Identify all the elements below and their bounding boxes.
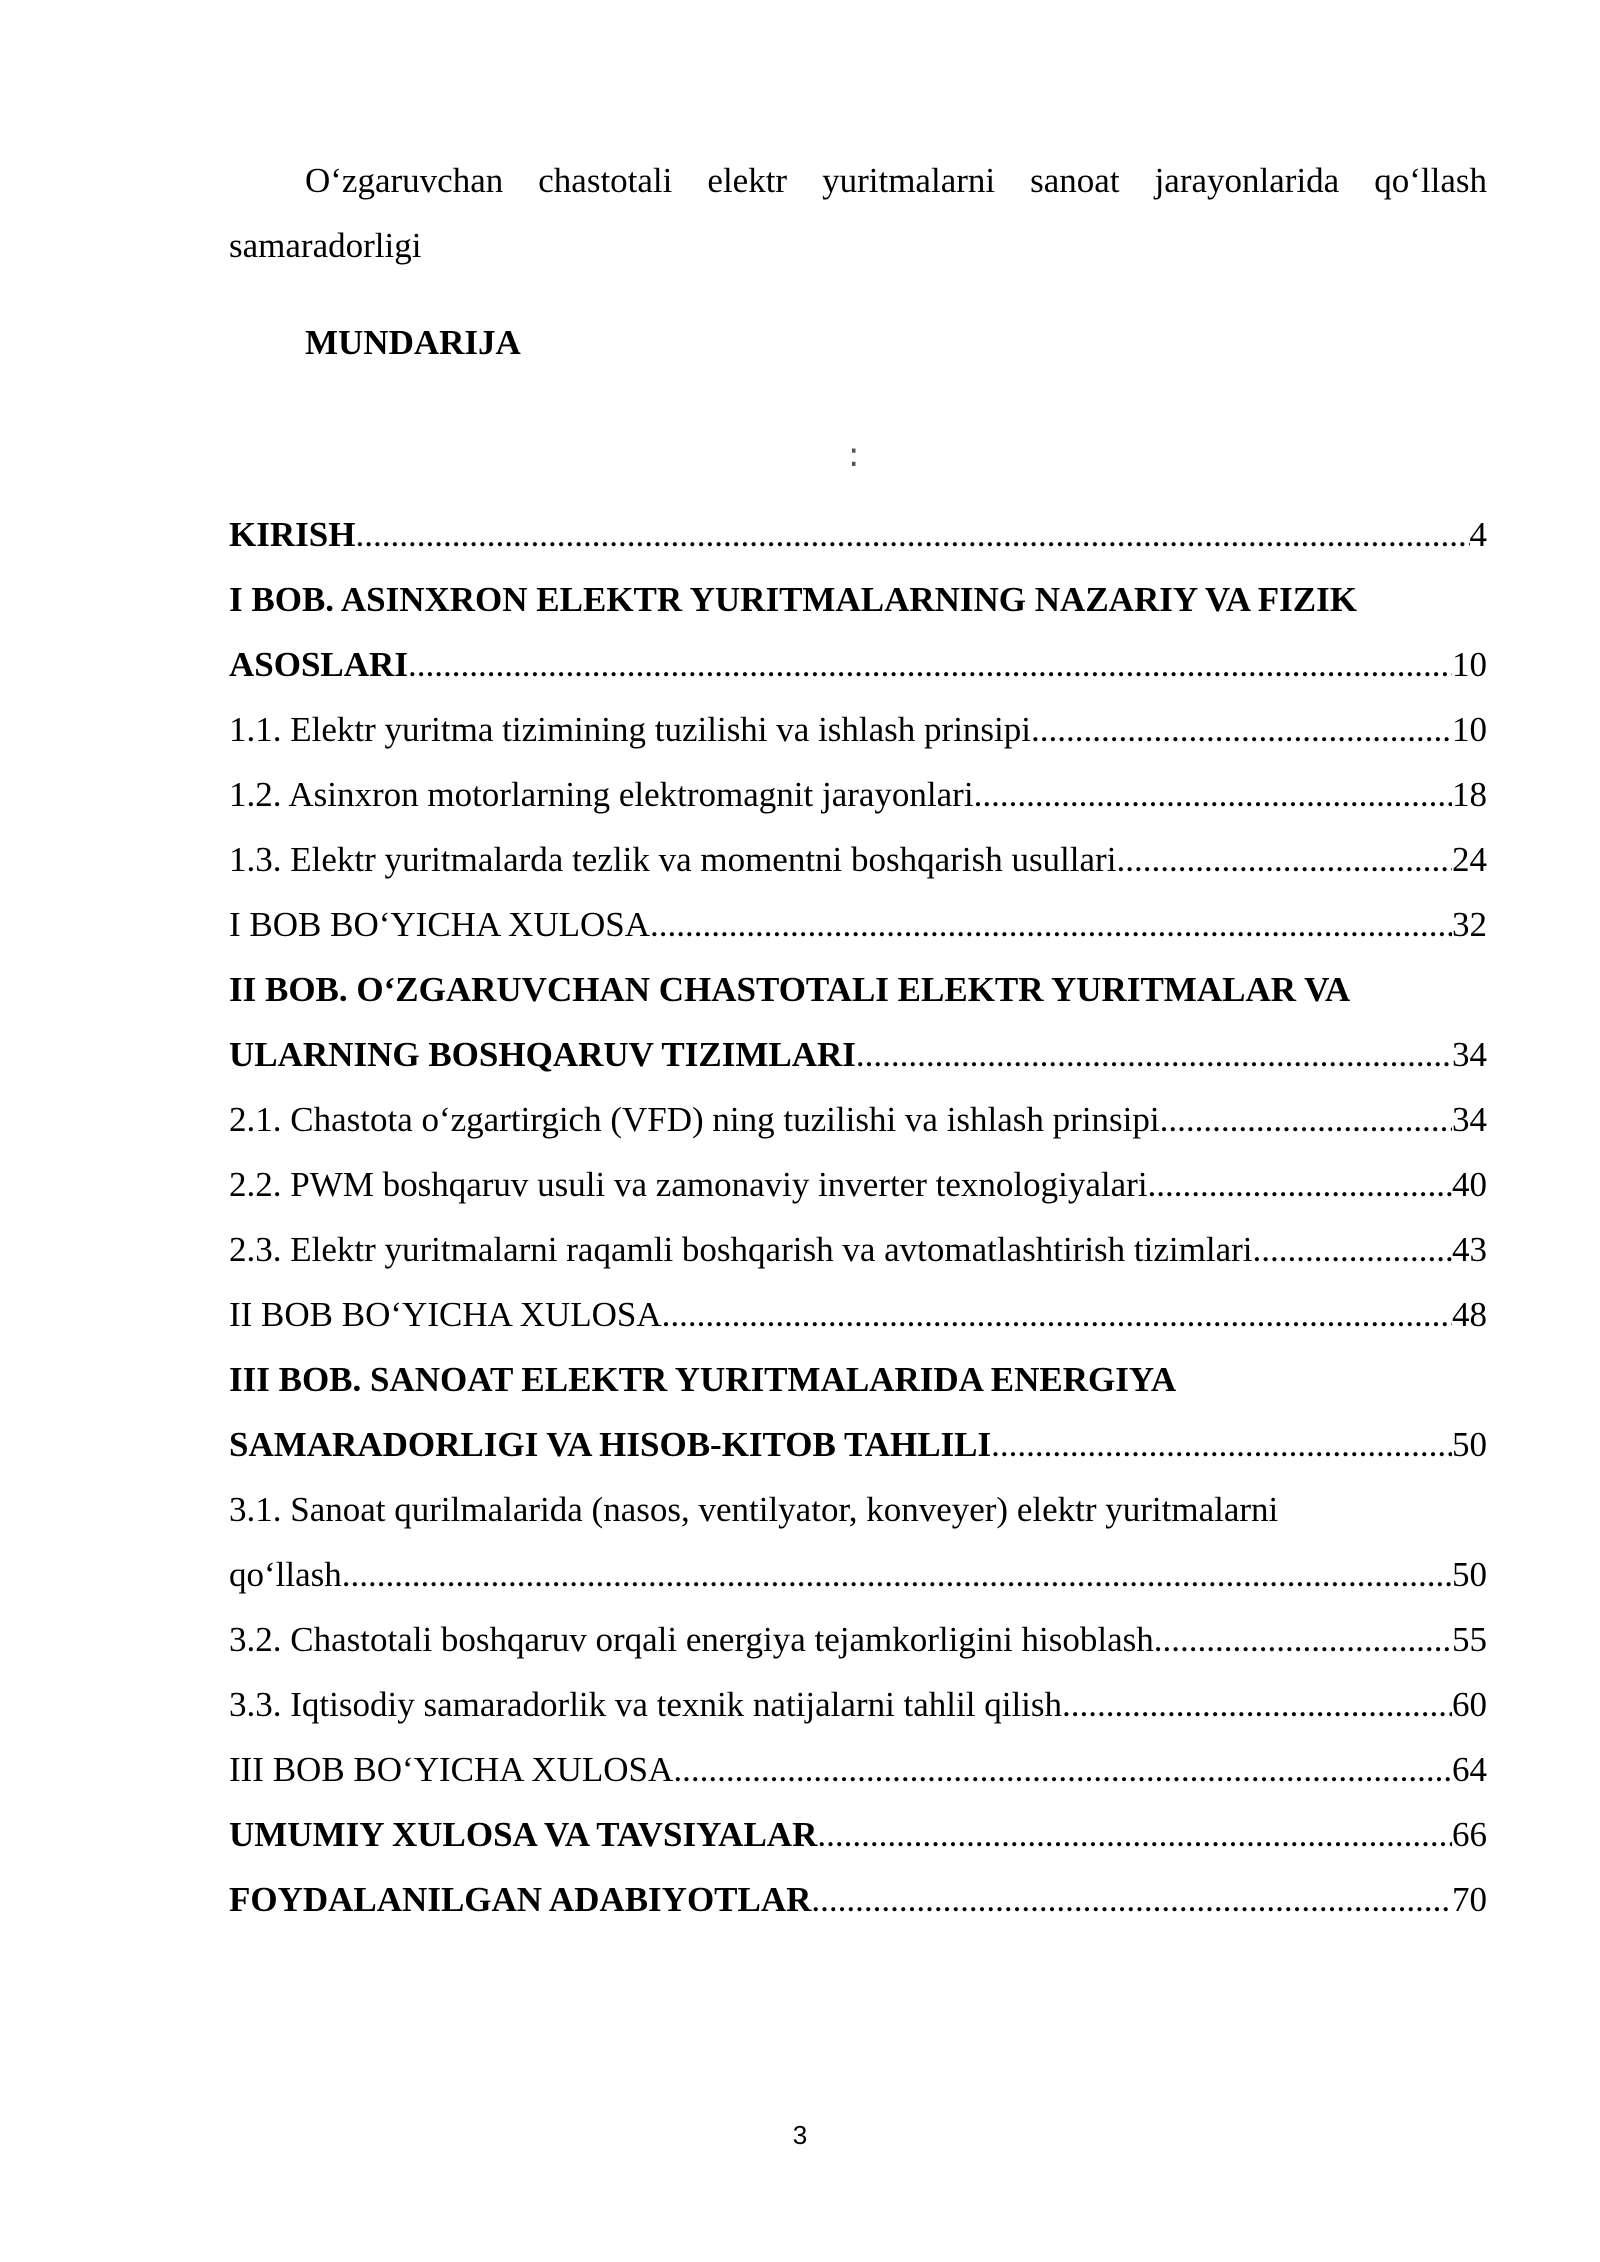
toc-leader-dots — [991, 1412, 1452, 1477]
toc-entry-title: SAMARADORLIGI VA HISOB-KITOB TAHLILI — [229, 1425, 992, 1464]
toc-leader-dots — [408, 632, 1452, 697]
toc-entry-title: FOYDALANILGAN ADABIYOTLAR — [229, 1880, 812, 1919]
toc-entry[interactable] — [229, 827, 1487, 892]
toc-leader-dots — [673, 1737, 1452, 1802]
toc-leader-dots — [974, 762, 1452, 827]
toc-leader-dots — [1031, 697, 1452, 762]
toc-leader-dots — [856, 1022, 1452, 1087]
toc-heading: MUNDARIJA — [305, 323, 521, 362]
toc-leader-dots — [1253, 1217, 1453, 1282]
toc-entry-title: ULARNING BOSHQARUV TIZIMLARI — [229, 1035, 856, 1074]
toc-page-number: 10 — [1452, 710, 1487, 749]
toc-page-number: 24 — [1452, 840, 1487, 879]
toc-entry[interactable] — [229, 567, 1487, 697]
toc-leader-dots — [1154, 1607, 1452, 1672]
toc-page-number: 18 — [1452, 775, 1487, 814]
toc-entry-title: 3.3. Iqtisodiy samaradorlik va texnik natijalarni tahlil qilish — [229, 1685, 1063, 1724]
toc-entry[interactable] — [229, 1282, 1487, 1347]
toc-page-number: 34 — [1452, 1100, 1487, 1139]
toc-leader-dots — [1148, 1152, 1452, 1217]
toc-entry[interactable] — [229, 697, 1487, 762]
toc-leader-dots — [811, 1867, 1452, 1932]
toc-leader-dots — [355, 502, 1469, 567]
toc-entry-title: UMUMIY XULOSA VA TAVSIYALAR — [229, 1815, 818, 1854]
toc-entry[interactable] — [229, 1477, 1487, 1607]
toc-entry[interactable] — [229, 1087, 1487, 1152]
toc-page-number: 70 — [1452, 1880, 1487, 1919]
toc-entry-title: 2.2. PWM boshqaruv usuli va zamonaviy inverter texnologiyalari — [229, 1165, 1148, 1204]
toc-entry-title-line: II BOB. O‘ZGARUVCHAN CHASTOTALI ELEKTR YURITMALAR VA — [229, 970, 1351, 1009]
toc-page-number: 55 — [1452, 1620, 1487, 1659]
toc-entry-title: 1.2. Asinxron motorlarning elektromagnit jarayonlari — [229, 775, 974, 814]
toc-entry-title: KIRISH — [229, 515, 356, 554]
toc-entry-title: ASOSLARI — [229, 645, 408, 684]
toc-entry[interactable] — [229, 502, 1487, 567]
toc-entry-title: II BOB BO‘YICHA XULOSA — [229, 1295, 662, 1334]
toc-page-number: 10 — [1452, 645, 1487, 684]
toc-entry-title: 2.1. Chastota o‘zgartirgich (VFD) ning tuzilishi va ishlash prinsipi — [229, 1100, 1160, 1139]
toc-entry-title-line: I BOB. ASINXRON ELEKTR YURITMALARNING NAZARIY VA FIZIK — [229, 580, 1357, 619]
toc-page-number: 43 — [1452, 1230, 1487, 1269]
toc-page-number: 40 — [1452, 1165, 1487, 1204]
toc-leader-dots — [1062, 1672, 1452, 1737]
toc-page-number: 32 — [1452, 905, 1487, 944]
toc-entry[interactable] — [229, 1802, 1487, 1867]
colon-mark: : — [848, 435, 860, 475]
toc-entry-title: 1.3. Elektr yuritmalarda tezlik va momentni boshqarish usullari — [229, 840, 1117, 879]
toc-leader-dots — [650, 892, 1452, 957]
toc-page-number: 48 — [1452, 1295, 1487, 1334]
toc-leader-dots — [1160, 1087, 1452, 1152]
toc-entry-title: 2.3. Elektr yuritmalarni raqamli boshqarish va avtomatlashtirish tizimlari — [229, 1230, 1253, 1269]
page-number — [0, 2118, 1600, 2152]
toc-page-number: 50 — [1452, 1425, 1487, 1464]
toc-entry[interactable] — [229, 1867, 1487, 1932]
toc-leader-dots — [342, 1542, 1452, 1607]
toc-entry-title: I BOB BO‘YICHA XULOSA — [229, 905, 650, 944]
toc-page-number: 34 — [1452, 1035, 1487, 1074]
toc-entry-title: qo‘llash — [229, 1555, 342, 1594]
toc-entry-title-line: III BOB. SANOAT ELEKTR YURITMALARIDA ENERGIYA — [229, 1360, 1177, 1399]
document-title: O‘zgaruvchan chastotali elektr yuritmalarni sanoat jarayonlarida qo‘llash samaradorligi — [229, 161, 1487, 265]
toc-page-number: 50 — [1452, 1555, 1487, 1594]
toc-entry[interactable] — [229, 1607, 1487, 1672]
toc-entry-title: III BOB BO‘YICHA XULOSA — [229, 1750, 674, 1789]
toc-entry[interactable] — [229, 762, 1487, 827]
toc-entry[interactable] — [229, 1347, 1487, 1477]
toc-page-number: 64 — [1452, 1750, 1487, 1789]
toc-page-number: 66 — [1452, 1815, 1487, 1854]
toc-leader-dots — [817, 1802, 1452, 1867]
toc-entry-title: 3.2. Chastotali boshqaruv orqali energiya tejamkorligini hisoblash — [229, 1620, 1154, 1659]
toc-entry-title-line: 3.1. Sanoat qurilmalarida (nasos, ventilyator, konveyer) elektr yuritmalarni — [229, 1490, 1279, 1529]
toc-entry[interactable] — [229, 1217, 1487, 1282]
toc-page-number: 60 — [1452, 1685, 1487, 1724]
toc-page-number: 4 — [1469, 515, 1487, 554]
toc-leader-dots — [1116, 827, 1452, 892]
table-of-contents — [229, 502, 1487, 1932]
toc-entry[interactable] — [229, 1672, 1487, 1737]
page-number-text: 3 — [792, 2120, 808, 2150]
toc-entry[interactable] — [229, 1737, 1487, 1802]
toc-entry[interactable] — [229, 892, 1487, 957]
toc-leader-dots — [662, 1282, 1452, 1347]
toc-entry[interactable] — [229, 1152, 1487, 1217]
toc-entry[interactable] — [229, 957, 1487, 1087]
toc-entry-title: 1.1. Elektr yuritma tizimining tuzilishi va ishlash prinsipi — [229, 710, 1031, 749]
